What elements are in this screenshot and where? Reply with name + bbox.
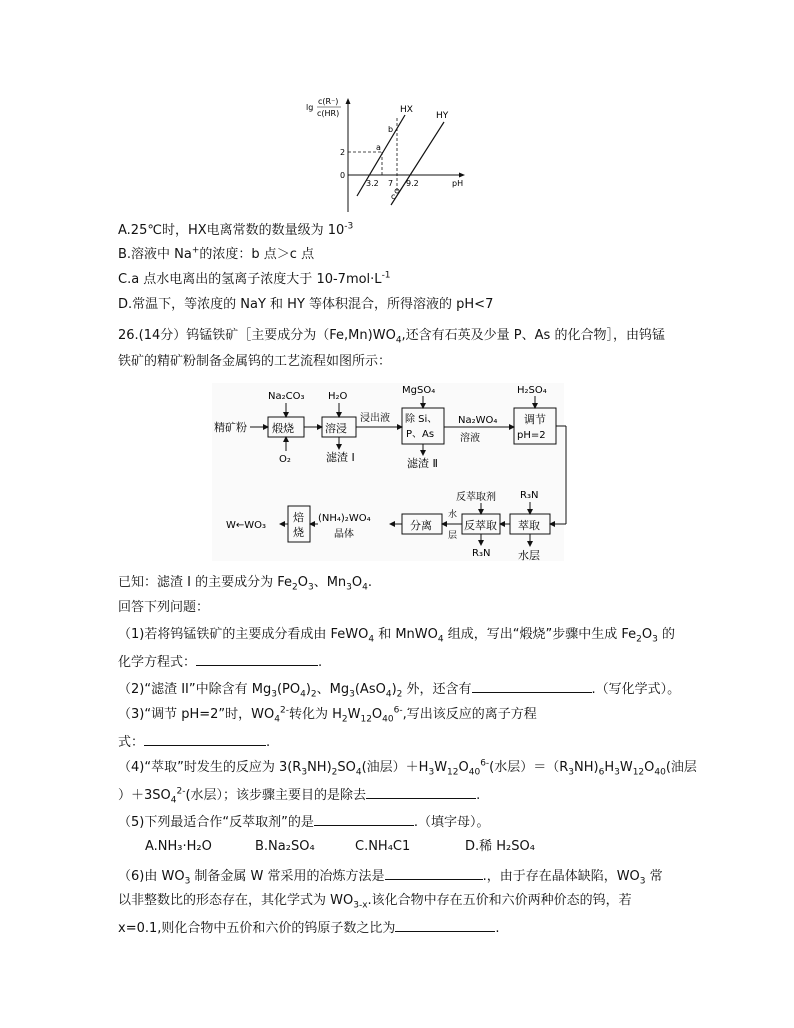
flow-crystal1: (NH₄)₂WO₄	[318, 513, 371, 524]
sub6-line3: x=0.1,则化合物中五价和六价的钨原子数之比为 .	[118, 917, 500, 939]
sub3-line1: （3)“调节 pH=2”时，$WO_4^{2-}$转化为 $H_2W_{12}O_{40}^{6-}$,写出该反应的离子方程	[118, 705, 537, 725]
sub5-option-a: A.NH₃·H₂O	[145, 839, 212, 854]
graph-xlabel: pH	[452, 179, 464, 188]
graph-xtick-3.2: 3.2	[366, 179, 379, 188]
flow-water-v2: 层	[448, 531, 458, 541]
sub5-option-b: B.Na₂SO₄	[255, 839, 315, 854]
flow-crystal2: 晶体	[334, 529, 354, 540]
answer-blank-4[interactable]	[366, 784, 476, 799]
sub6-line1: （6)由 $WO_3$ 制备金属 W 常采用的冶炼方法是 .，由于存在晶体缺陷，$WO_3$ 常	[118, 865, 663, 887]
sub5-line: （5)下列最适合作“反萃取剂”的是 .（填字母）。	[118, 811, 489, 833]
flow-back-agent: 反萃取剂	[456, 492, 496, 503]
answer-blank-3[interactable]	[144, 731, 266, 746]
process-flowchart	[0, 372, 794, 572]
series-hy-label: HY	[436, 111, 449, 121]
svg-text:溶液: 溶液	[460, 433, 480, 444]
graph-xtick-9.2: 9.2	[406, 179, 419, 188]
graph-ylabel-prefix: lg	[306, 103, 314, 112]
svg-text:反萃取: 反萃取	[464, 519, 497, 532]
answer-blank-7[interactable]	[395, 917, 495, 932]
flow-water: 水层	[518, 549, 540, 562]
svg-text:溶浸: 溶浸	[325, 422, 347, 435]
flow-leachate: 浸出液	[360, 413, 390, 424]
svg-text:pH=2: pH=2	[517, 430, 546, 441]
svg-text:煅烧: 煅烧	[272, 422, 294, 435]
flow-water-v1: 水	[448, 510, 458, 520]
q26-intro-line2: 铁矿的精矿粉制备金属钨的工艺流程如图所示：	[118, 354, 392, 369]
flow-na2wo4: Na₂WO₄	[458, 415, 498, 426]
sub2-line: （2)“滤渣 II”中除含有 $Mg_3(PO_4)_2$、$Mg_3(AsO_4)_2$ 外，还含有 .（写化学式）。	[118, 678, 680, 700]
q26-intro-line1: 26.(14分）钨锰铁矿［主要成分为$(Fe,Mn)WO_4$,还含有石英及少量 P、As 的化合物］，由钨锰	[118, 328, 665, 346]
answer-blank-2[interactable]	[472, 678, 592, 693]
option-a: A.25℃时，HX电离常数的数量级为 $10^{-3}$	[118, 221, 354, 238]
option-b: B.溶液中 Na+的浓度：b 点＞c 点	[118, 245, 315, 262]
graph-ytick-2: 2	[340, 148, 346, 157]
answer-blank-1[interactable]	[196, 651, 318, 666]
sub1-line2: 化学方程式： .	[118, 651, 322, 673]
point-a-label: a	[376, 143, 381, 152]
series-hx-label: HX	[400, 105, 413, 115]
answer-blank-6[interactable]	[385, 865, 483, 880]
sub1-line1: （1)若将钨锰铁矿的主要成分看成由 FeWO$_4$ 和 MnWO$_4$ 组成，写出“煅烧”步骤中生成 $Fe_2O_3$ 的	[118, 627, 675, 645]
point-c-label: c	[391, 192, 396, 201]
flow-product: W←WO₃	[226, 520, 267, 531]
flow-residue1: 滤渣 Ⅰ	[326, 451, 355, 464]
option-d: D.常温下，等浓度的 NaY 和 HY 等体积混合，所得溶液的 pH<7	[118, 297, 494, 312]
graph-ytick-0: 0	[340, 171, 346, 180]
graph-ylabel-den: c(HR)	[317, 109, 340, 118]
answer-blank-5[interactable]	[314, 811, 414, 826]
sub3-line2: 式： .	[118, 731, 270, 753]
flow-na2co3: Na₂CO₃	[268, 391, 305, 402]
svg-text:焙: 焙	[293, 511, 304, 524]
sub6-line2: 以非整数比的形态存在，其化学式为 $WO_{3-x}$.该化合物中存在五价和六价两种价态的钨，若	[118, 893, 632, 911]
flow-r3n: R₃N	[520, 490, 539, 501]
svg-text:烧: 烧	[293, 526, 304, 539]
sub5-option-d: D.稀 H₂SO₄	[465, 839, 535, 854]
flow-residue2: 滤渣 Ⅱ	[407, 457, 438, 470]
sub5-option-c: C.NH₄C1	[355, 839, 411, 854]
sub4-line2: ）$+3SO_4^{2-}$(水层）；该步骤主要目的是除去 .	[118, 784, 480, 806]
graph-ylabel-num: c(R⁻)	[318, 97, 339, 106]
flow-r3n-out: R₃N	[472, 548, 491, 559]
sub4-line1: （4)“萃取”时发生的反应为 $3(R_3NH)_2SO_4$(油层）$+H_3W_{12}O_{40}^{6-}$(水层）$=(R_3NH)_6H_3W_{12}O_{40}$(油层	[118, 758, 697, 778]
point-b-label: b	[388, 125, 394, 134]
sub5-options	[145, 837, 535, 857]
svg-text:分离: 分离	[410, 519, 432, 532]
ph-graph	[0, 0, 794, 220]
option-c: C.a 点水电离出的氢离子浓度大于 $10-7mol\cdot L^{-1}$	[118, 270, 391, 287]
answer-intro: 回答下列问题：	[118, 600, 210, 615]
known-line: 已知：滤渣 I 的主要成分为 $Fe_2O_3$、$Mn_3O_4$.	[118, 575, 373, 593]
svg-text:调节: 调节	[524, 413, 546, 426]
flow-h2o: H₂O	[328, 391, 348, 402]
series-hy-line	[391, 122, 444, 205]
flow-o2: O₂	[279, 454, 291, 465]
graph-xtick-7: 7	[388, 179, 394, 188]
svg-text:除 Si、: 除 Si、	[405, 414, 438, 425]
flow-mgso4: MgSO₄	[402, 385, 436, 396]
series-hx-line	[357, 115, 405, 196]
flow-start: 精矿粉	[214, 421, 247, 434]
svg-text:萃取: 萃取	[518, 519, 540, 532]
flow-h2so4: H₂SO₄	[517, 385, 547, 396]
svg-text:P、As: P、As	[406, 429, 435, 440]
